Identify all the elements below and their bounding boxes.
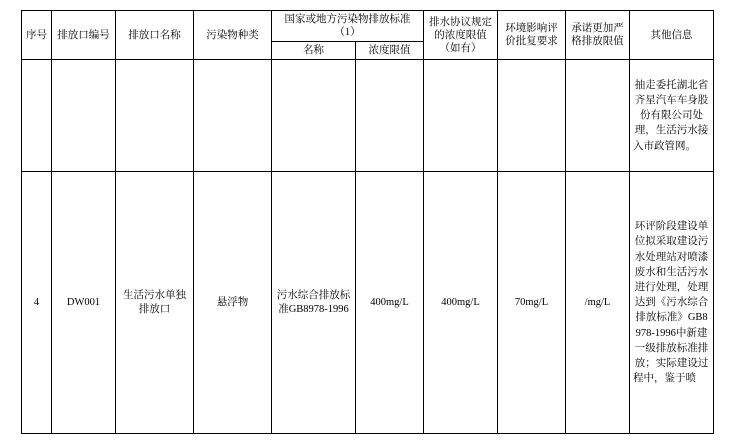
cell-agreement-limit: 400mg/L xyxy=(424,172,498,434)
cell-other-info: 环评阶段建设单位拟采取建设污水处理站对喷漆废水和生活污水进行处理，处理达到《污水综合排放标准》GB8978-1996中新建一级排放标准排放；实际建设过程中，鉴于喷 xyxy=(630,172,714,434)
header-standard-limit: 浓度限值 xyxy=(356,42,424,60)
header-standard-group: 国家或地方污染物排放标准（1） xyxy=(272,11,424,42)
table-row xyxy=(22,172,714,434)
header-standard-name: 名称 xyxy=(272,42,356,60)
cell-outlet-name xyxy=(116,60,194,172)
cell-promise-stricter: /mg/L xyxy=(566,172,630,434)
cell-pollutant-kind: 悬浮物 xyxy=(194,172,272,434)
pollutant-discharge-table xyxy=(21,10,714,434)
cell-promise-stricter xyxy=(566,60,630,172)
header-promise-stricter: 承诺更加严格排放限值 xyxy=(566,11,630,60)
header-outlet-code: 排放口编号 xyxy=(52,11,116,60)
table-header-row-1 xyxy=(22,11,714,42)
cell-outlet-code: DW001 xyxy=(52,172,116,434)
header-seq: 序号 xyxy=(22,11,52,60)
cell-outlet-code xyxy=(52,60,116,172)
cell-env-assessment xyxy=(498,60,566,172)
cell-other-info: 抽走委托湖北省齐星汽车车身股份有限公司处理，生活污水接入市政管网。 xyxy=(630,60,714,172)
document-page xyxy=(0,10,733,443)
cell-seq xyxy=(22,60,52,172)
cell-seq: 4 xyxy=(22,172,52,434)
header-env-assessment: 环境影响评价批复要求 xyxy=(498,11,566,60)
cell-standard-name xyxy=(272,60,356,172)
header-outlet-name: 排放口名称 xyxy=(116,11,194,60)
table-row xyxy=(22,60,714,172)
header-agreement-limit: 排水协议规定的浓度限值（如有） xyxy=(424,11,498,60)
cell-agreement-limit xyxy=(424,60,498,172)
cell-env-assessment: 70mg/L xyxy=(498,172,566,434)
header-other-info: 其他信息 xyxy=(630,11,714,60)
header-pollutant-kind: 污染物种类 xyxy=(194,11,272,60)
cell-standard-limit xyxy=(356,60,424,172)
cell-standard-limit: 400mg/L xyxy=(356,172,424,434)
cell-pollutant-kind xyxy=(194,60,272,172)
cell-outlet-name: 生活污水单独排放口 xyxy=(116,172,194,434)
cell-standard-name: 污水综合排放标准GB8978-1996 xyxy=(272,172,356,434)
